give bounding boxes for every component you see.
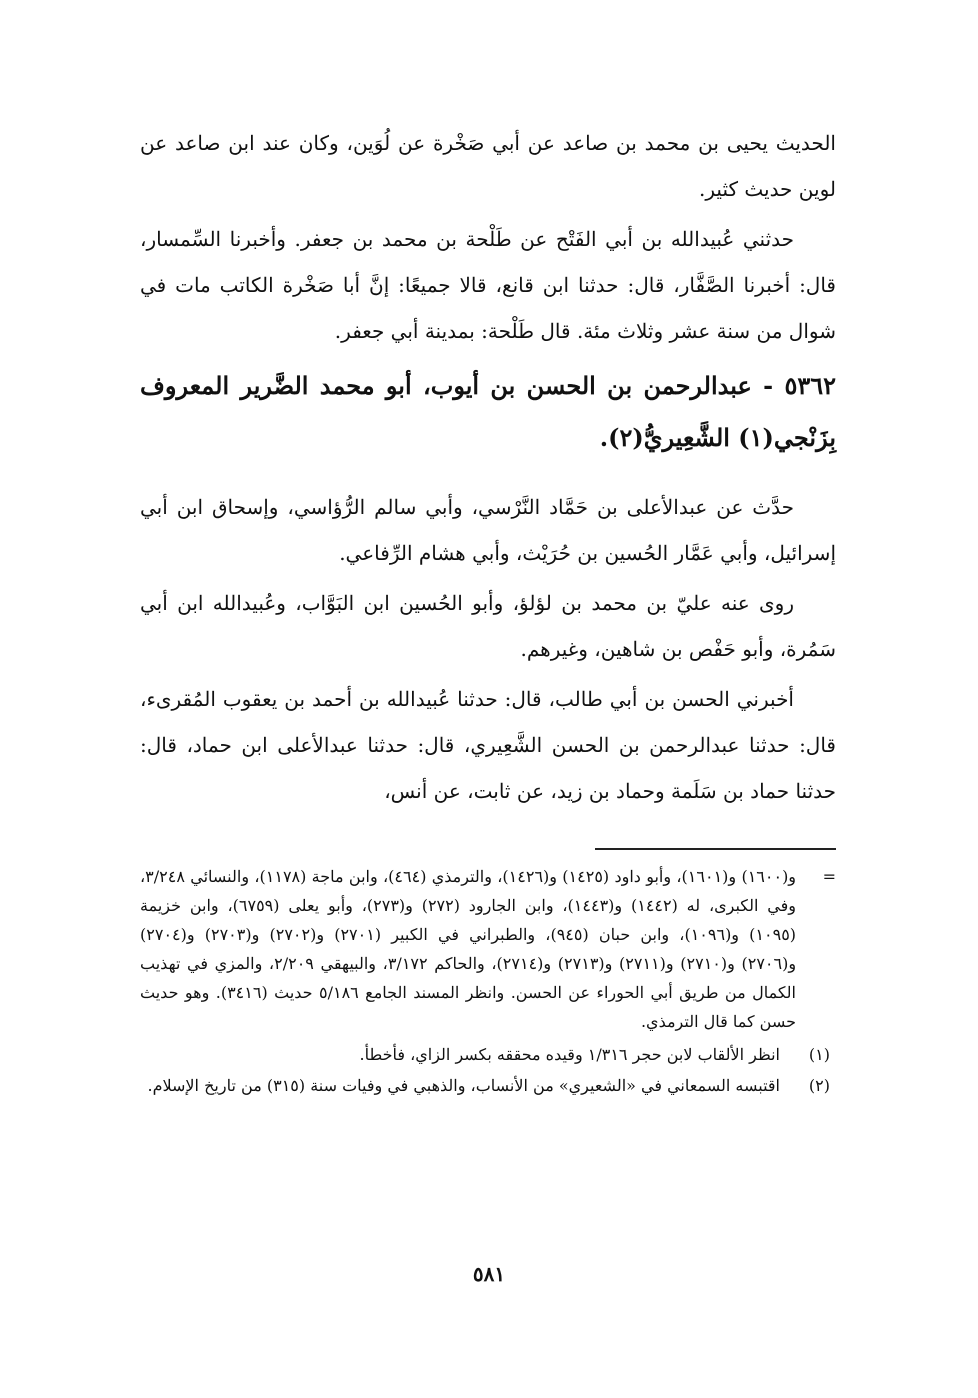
continuation-marker: = <box>822 867 836 886</box>
footnotes <box>140 862 836 1102</box>
entry-paragraph-2: روى عنه عليّ بن محمد بن لؤلؤ، وأبو الحُسين ابن البَوَّاب، وعُبيدالله ابن أبي سَمُرة، وأبو حَفْص بن شاهين، وغيرهم. <box>140 591 836 661</box>
footnote-continuation-text: و(١٦٠٠) و(١٦٠١)، وأبو داود (١٤٢٥) و(١٤٢٦)، والترمذي (٤٦٤)، وابن ماجة (١١٧٨)، والنسائي ٣/٢٤٨، وفي الكبرى، له (١٤٤٢) و(١٤٤٣)، وابن الجارود (٢٧٢) و(٢٧٣)، وأبو يعلى (٦٧٥٩)، وابن خزيمة (١٠٩٥) و(١٠٩٦)، وابن حبان (٩٤٥)، والطبراني في الكبير (٢٧٠١) و(٢٧٠٢) و(٢٧٠٣) و(٢٧٠٤) و(٢٧٠٦) و(٢٧١٠) و(٢٧١١) و(٢٧١٣) و(٢٧١٤)، والحاكم ٣/١٧٢، والبيهقي ٢/٢٠٩، والمزي في تهذيب الكمال من طريق أبي الحوراء عن الحسن. وانظر المسند الجامع ٥/١٨٦ حديث (٣٤١٦). وهو حديث حسن كما قال الترمذي. <box>140 867 797 1031</box>
footnote-text: اقتبسه السمعاني في «الشعيري» من الأنساب، والذهبي في وفيات سنة (٣١٥) من تاريخ الإسلام. <box>147 1076 780 1095</box>
entry-heading: ٥٣٦٢ - عبدالرحمن بن الحسن بن أيوب، أبو محمد الضَّرير المعروف بِزَنْجي(١) الشَّعِيريُّ(٢). <box>140 371 836 452</box>
main-text <box>140 120 836 818</box>
page-number: ٥٨١ <box>472 1262 506 1286</box>
footnote-number: (٢) <box>808 1076 830 1095</box>
footnote-continuation <box>140 862 836 1036</box>
body-paragraph-1: الحديث يحيى بن محمد بن صاعد عن أبي صَخْرة عن لُوَين، وكان عند ابن صاعد عن لوين حديث كثير. <box>140 131 836 201</box>
footnote-divider <box>595 848 836 850</box>
entry-paragraph-1: حدَّث عن عبدالأعلى بن حَمَّاد النَّرْسي، وأبي سالم الرُّؤاسي، وإسحاق ابن أبي إسرائيل، وأبي عَمَّار الحُسين بن حُرَيْث، وأبي هشام الرِّفاعي. <box>140 495 836 565</box>
body-paragraph-2: حدثني عُبيدالله بن أبي الفَتْح عن طَلْحة بن محمد بن جعفر. وأخبرنا السِّمسار، قال: أخبرنا الصَّفَّار، قال: حدثنا ابن قانع، قالا جميعًا: إنَّ أبا صَخْرة الكاتب مات في شوال من سنة عشر وثلاث مئة. قال طَلْحة: بمدينة أبي جعفر. <box>140 227 836 343</box>
entry-paragraph-3: أخبرني الحسن بن أبي طالب، قال: حدثنا عُبيدالله بن أحمد بن يعقوب المُقرىء، قال: حدثنا عبدالرحمن بن الحسن الشَّعِيري، قال: حدثنا عبدالأعلى ابن حماد، قال: حدثنا حماد بن سَلَمة وحماد بن زيد، عن ثابت، عن أنس، <box>140 687 836 803</box>
footnote-number: (١) <box>808 1045 830 1064</box>
footnote-text: انظر الألقاب لابن حجر ١/٣١٦ وقيده محققه بكسر الزاي، فأخطأ. <box>359 1045 780 1064</box>
footnote-2 <box>140 1071 836 1100</box>
footnote-1 <box>140 1040 836 1069</box>
